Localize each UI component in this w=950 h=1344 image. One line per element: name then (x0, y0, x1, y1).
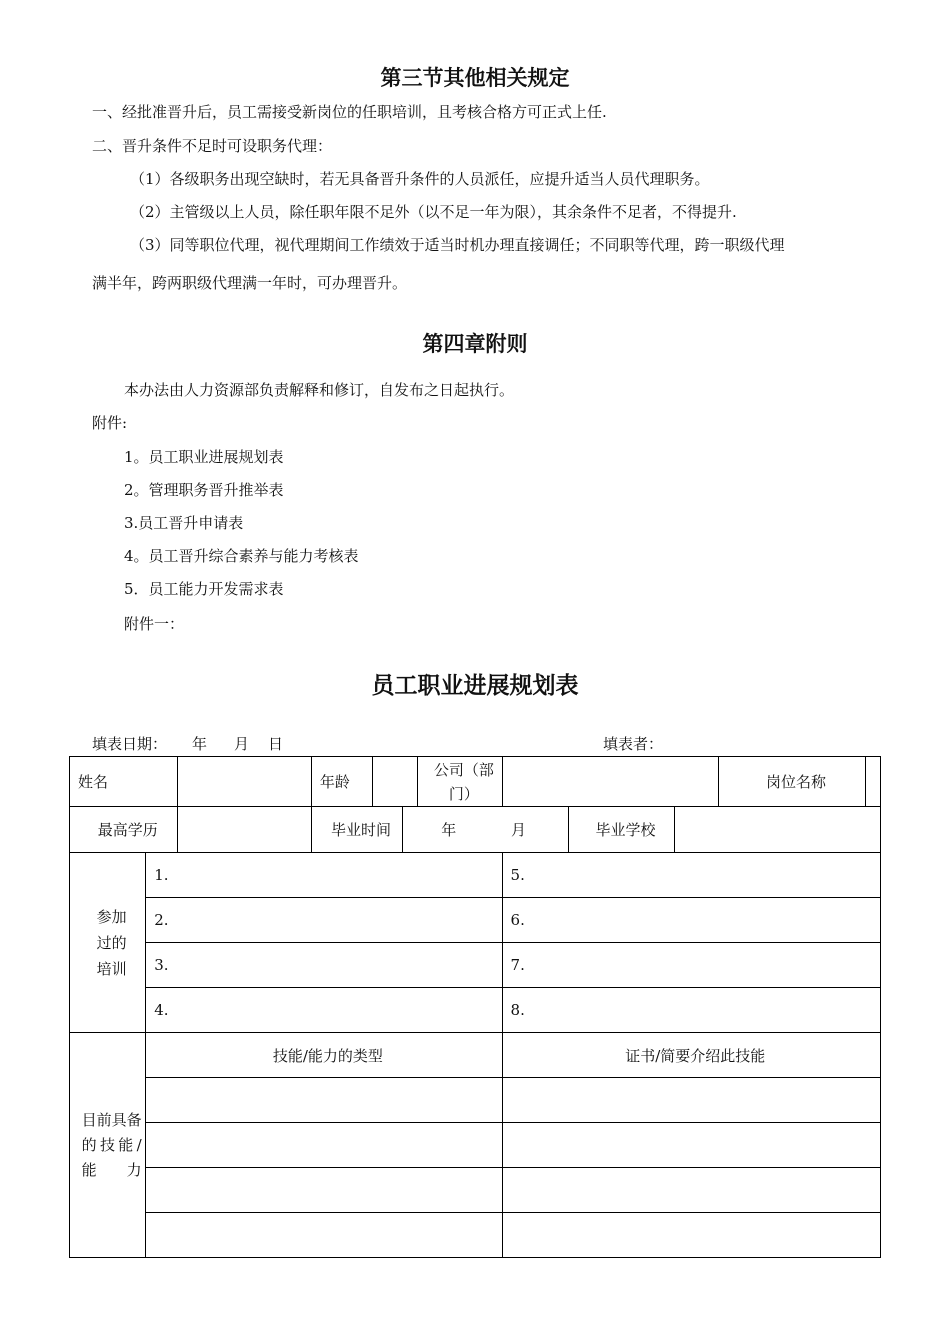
education-label: 最高学历 (70, 807, 178, 853)
rule-sub-1: （1）各级职务出现空缺时，若无具备晋升条件的人员派任，应提升适当人员代理职务。 (130, 170, 710, 188)
form-title: 员工职业进展规划表 (371, 673, 579, 699)
skill-type-cell[interactable] (146, 1168, 502, 1213)
training-entry[interactable]: 4. (146, 988, 502, 1033)
fill-date-label: 填表日期： (92, 735, 168, 753)
skill-type-header: 技能/能力的类型 (146, 1033, 502, 1078)
attachment-item: 3.员工晋升申请表 (124, 514, 244, 532)
fill-date-month: 月 (234, 735, 250, 753)
training-entry[interactable]: 2. (146, 898, 502, 943)
training-entry[interactable]: 6. (502, 898, 880, 943)
rule-item-1: 一、经批准晋升后，员工需接受新岗位的任职培训，且考核合格方可正式上任. (92, 103, 607, 121)
rule-item-2: 二、晋升条件不足时可设职务代理： (92, 137, 333, 155)
skills-row (70, 1123, 881, 1168)
skills-label: 目前具备的技能/能力 (70, 1033, 146, 1258)
name-value[interactable] (178, 757, 311, 807)
attachment-item: 5．员工能力开发需求表 (124, 580, 284, 598)
certificate-cell[interactable] (502, 1213, 880, 1258)
rule-sub-3: （3）同等职位代理，视代理期间工作绩效于适当时机办理直接调任；不同职等代理，跨一职级代理 (130, 236, 785, 254)
certificate-cell[interactable] (502, 1123, 880, 1168)
skill-type-cell[interactable] (146, 1123, 502, 1168)
chapter-body: 本办法由人力资源部负责解释和修订，自发布之日起执行。 (124, 381, 515, 399)
age-value[interactable] (373, 757, 418, 807)
skills-row (70, 1168, 881, 1213)
fill-date-year: 年 (192, 735, 208, 753)
grad-time-label: 毕业时间 (311, 807, 402, 853)
training-label: 参加过的培训 (70, 853, 146, 1033)
training-entry[interactable]: 7. (502, 943, 880, 988)
skill-type-cell[interactable] (146, 1078, 502, 1123)
school-value[interactable] (675, 807, 881, 853)
training-entry[interactable]: 8. (502, 988, 880, 1033)
company-value[interactable] (502, 757, 719, 807)
training-row (70, 988, 881, 1033)
section-title: 第三节其他相关规定 (380, 66, 570, 90)
filler-label: 填表者： (603, 735, 664, 753)
certificate-cell[interactable] (502, 1078, 880, 1123)
certificate-header: 证书/简要介绍此技能 (502, 1033, 880, 1078)
fill-date-day: 日 (268, 735, 284, 753)
training-row (70, 943, 881, 988)
name-label: 姓名 (70, 757, 178, 807)
certificate-cell[interactable] (502, 1168, 880, 1213)
education-value[interactable] (178, 807, 311, 853)
position-value[interactable] (865, 757, 880, 807)
training-row (70, 853, 881, 898)
grad-time-value[interactable] (403, 807, 569, 853)
form-row-basic (70, 757, 881, 807)
position-label: 岗位名称 (719, 757, 866, 807)
grad-year-label: 年 (441, 821, 457, 839)
skill-type-cell[interactable] (146, 1213, 502, 1258)
attachment-item: 4。员工晋升综合素养与能力考核表 (124, 547, 359, 565)
skills-header-row (70, 1033, 881, 1078)
attachments-label: 附件: (92, 414, 128, 432)
training-row (70, 898, 881, 943)
form-row-education (70, 807, 881, 853)
school-label: 毕业学校 (568, 807, 674, 853)
rule-sub-3-cont: 满半年，跨两职级代理满一年时，可办理晋升。 (92, 274, 408, 292)
attachment-item: 1。员工职业进展规划表 (124, 448, 284, 466)
company-label: 公司（部门） (418, 757, 502, 807)
skills-row (70, 1078, 881, 1123)
age-label: 年龄 (311, 757, 372, 807)
chapter-title: 第四章附则 (422, 332, 528, 356)
skills-row (70, 1213, 881, 1258)
grad-month-label: 月 (511, 821, 527, 839)
attachment-item: 2。管理职务晋升推举表 (124, 481, 284, 499)
training-entry[interactable]: 3. (146, 943, 502, 988)
attachment-one-label: 附件一： (124, 615, 185, 633)
training-entry[interactable]: 5. (502, 853, 880, 898)
rule-sub-2: （2）主管级以上人员，除任职年限不足外（以不足一年为限），其余条件不足者，不得提升. (130, 203, 737, 221)
training-entry[interactable]: 1. (146, 853, 502, 898)
career-plan-form (69, 756, 881, 1258)
